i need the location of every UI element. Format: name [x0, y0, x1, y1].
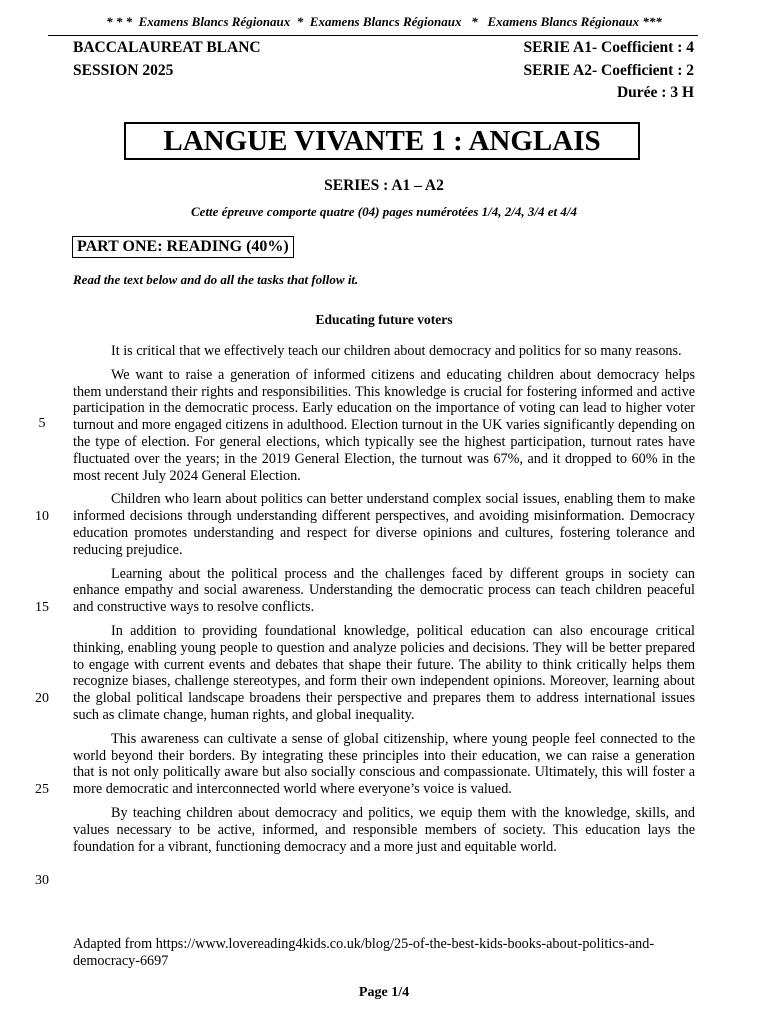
part-heading: PART ONE: READING (40%) — [72, 236, 294, 258]
exam-banner: * * * Examens Blancs Régionaux * Examens Blancs Régionaux * Examens Blancs Régionaux *** — [106, 14, 662, 29]
exam-type: BACCALAUREAT BLANC — [73, 39, 261, 56]
series-a1-coefficient: SERIE A1- Coefficient : 4 — [523, 39, 694, 56]
paragraph: Learning about the political process and the challenges faced by different groups in society can enhance empathy and social awareness. Understanding the democratic process can teach children peaceful and constructive ways to resolve conflicts. — [73, 565, 695, 616]
paragraph: This awareness can cultivate a sense of global citizenship, where young people feel connected to the world beyond their borders. By integrating these principles into their education, we can raise a generation that is not only politically aware but also socially conscious and compassionate. Ultimately, this will foster a more democratic and interconnected world where everyone’s voice is valued. — [73, 730, 695, 798]
paragraph: In addition to providing foundational knowledge, political education can also encourage critical thinking, enabling young people to question and analyze policies and decisions. They will be better prepared to engage with current events and debates that shape their future. The ability to think critically helps them recognize biases, challenge stereotypes, and form their own independent opinions. Moreover, learning about the global political landscape broadens their perspective and prepares them to address international issues such as climate change, human rights, and global inequality. — [73, 622, 695, 723]
instruction: Read the text below and do all the tasks that follow it. — [73, 272, 359, 287]
line-number: 30 — [35, 873, 49, 888]
pages-note: Cette épreuve comporte quatre (04) pages numérotées 1/4, 2/4, 3/4 et 4/4 — [191, 204, 577, 219]
page-number: Page 1/4 — [358, 985, 410, 1000]
text-title: Educating future voters — [315, 312, 453, 327]
reading-text — [73, 343, 695, 862]
exam-duration: Durée : 3 H — [616, 84, 694, 101]
header-divider — [48, 35, 698, 36]
line-number: 10 — [35, 509, 49, 524]
paragraph: It is critical that we effectively teach our children about democracy and politics for so many reasons. — [111, 343, 682, 359]
paragraph: By teaching children about democracy and politics, we equip them with the knowledge, skills, and values necessary to be active, informed, and responsible members of society. This education lays the foundation for a vibrant, functioning democracy and a more just and equitable world. — [73, 804, 695, 855]
exam-session: SESSION 2025 — [73, 62, 174, 79]
paragraph: Children who learn about politics can better understand complex social issues, enabling them to make informed decisions through understanding different perspectives, and avoiding misinformation. Democracy education promotes understanding and respect for diverse opinions and cultures, fostering tolerance and reducing prejudice. — [73, 491, 695, 558]
exam-title: LANGUE VIVANTE 1 : ANGLAIS — [124, 122, 640, 160]
series-label: SERIES : A1 – A2 — [324, 177, 444, 194]
line-number: 25 — [35, 782, 49, 797]
source-citation: Adapted from https://www.lovereading4kids.co.uk/blog/25-of-the-best-kids-books-about-politics-and-democracy-6697 — [73, 936, 655, 969]
line-number: 5 — [38, 416, 46, 431]
paragraph: We want to raise a generation of informed citizens and educating children about democracy helps them understand their rights and responsibilities. This knowledge is crucial for fostering informed and active participation in the democratic process. Early education on the importance of voting can lead to higher voter turnout and more engaged citizens in adulthood. Election turnout in the UK varies significantly depending on the type of election. For general elections, which typically see the highest participation, turnout rates have fluctuated over the years; in the 2019 General Election, the turnout was 67%, and it dropped to 60% in the most recent July 2024 General Election. — [73, 366, 695, 484]
line-number: 15 — [35, 600, 49, 615]
series-a2-coefficient: SERIE A2- Coefficient : 2 — [523, 62, 694, 79]
line-number: 20 — [35, 691, 49, 706]
